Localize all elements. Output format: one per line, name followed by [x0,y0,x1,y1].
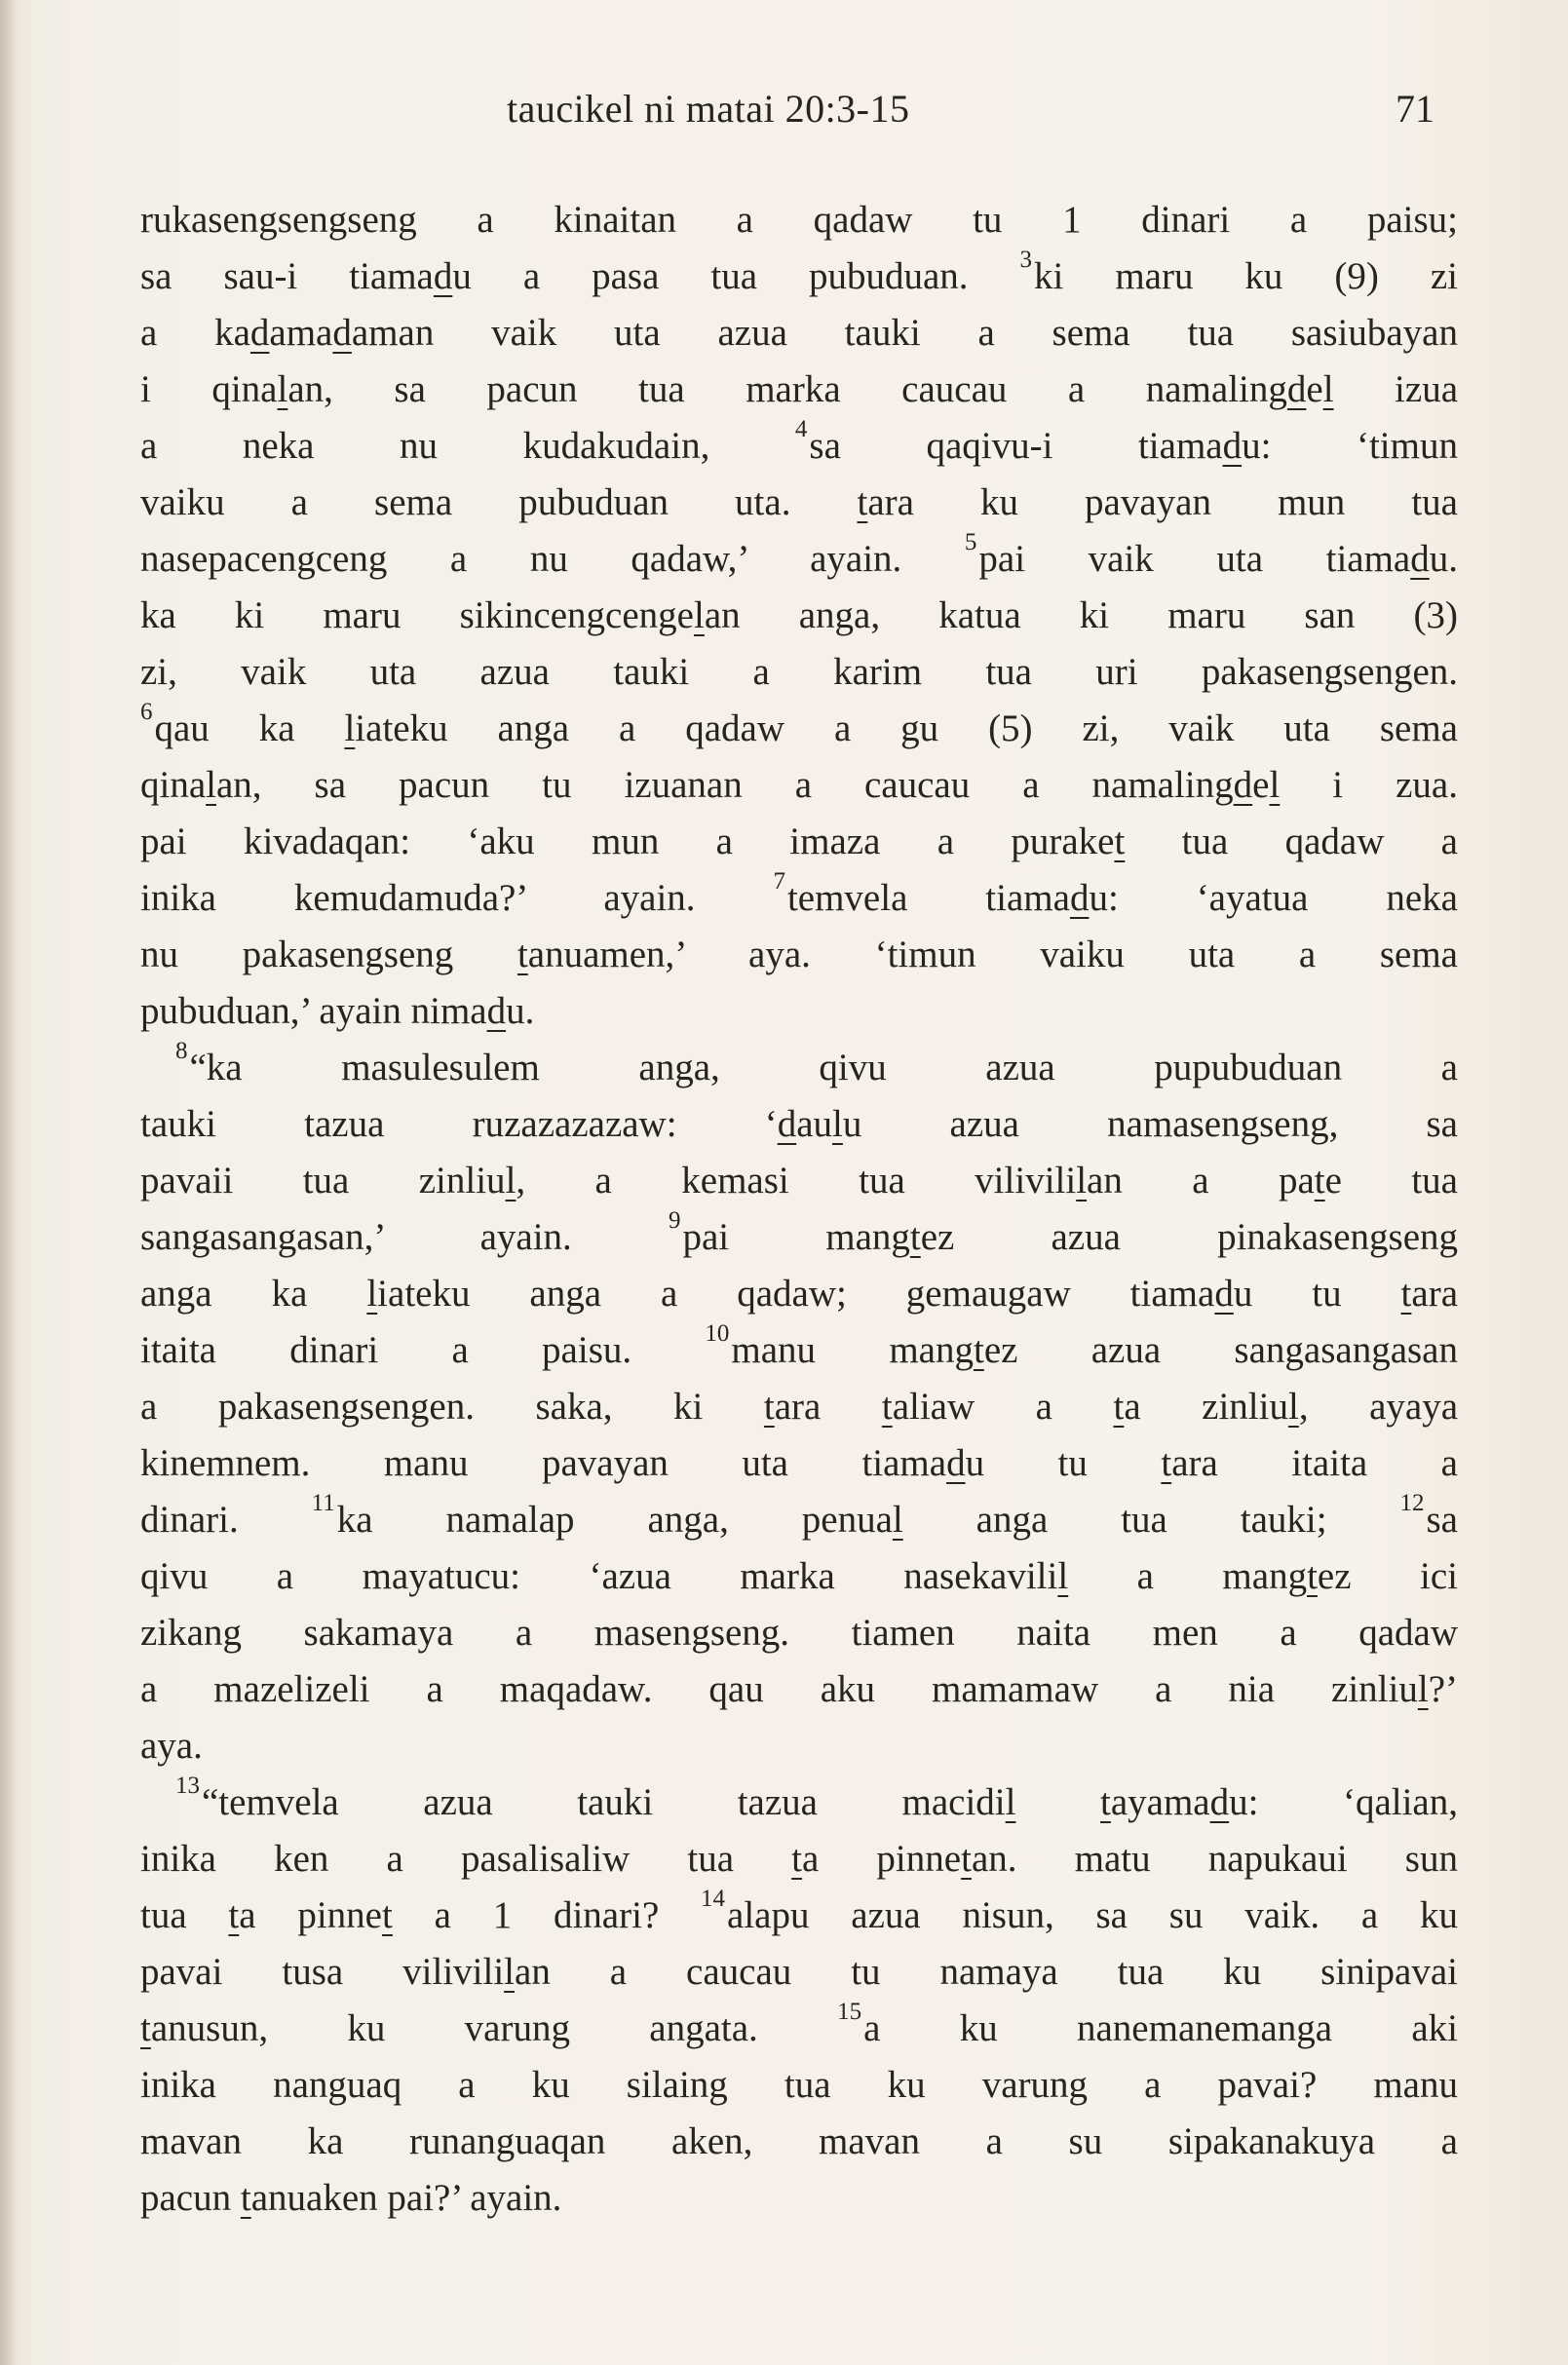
text-run: a pakasengsengen. saka, ki [140,1386,764,1428]
text-line [140,588,1458,644]
verse-number: 5 [964,529,977,555]
text-run: a mazelizeli a maqadaw. qau aku mamamaw a nia zinliu [140,1668,1418,1710]
text-line [140,1435,1458,1492]
text-run: u a pasa tua pubuduan. [452,255,1020,297]
verse-number: 10 [705,1320,730,1347]
text-run: a ku nanemanemanga aki [863,2007,1458,2049]
text-run: pubuduan,’ ayain nima [140,990,487,1032]
verse-number: 3 [1019,247,1033,273]
text-run: qina [140,764,207,806]
text-run: nasepacengceng a nu qadaw,’ ayain. [140,538,965,580]
text-run: aliaw a [892,1386,1114,1428]
text-run: ki maru ku (9) zi [1034,255,1458,297]
underlined-letter: t [382,1894,393,1936]
underlined-letter: t [1314,1160,1325,1202]
underlined-letter: l [277,368,288,410]
underlined-letter: l [206,764,216,806]
text-run: qivu a mayatucu: ‘azua marka nasekavili [140,1555,1058,1597]
text-line [140,1888,1458,1944]
text-run: ara [1411,1273,1458,1315]
text-run: u tu [965,1442,1162,1484]
text-run: inika kemudamuda?’ ayain. [140,877,774,919]
text-line [140,1322,1458,1379]
underlined-letter: d [486,990,507,1032]
underlined-letter: l [504,1951,516,1993]
scripture-text-block [140,192,1458,2227]
verse-number: 8 [175,1038,188,1064]
text-run: pai vaik uta tiama [978,538,1411,580]
text-run: ez azua pinakasengseng [920,1216,1459,1258]
text-run: nu pakasengseng [140,934,517,975]
text-line [140,1096,1458,1153]
text-run: iateku anga a qadaw a gu (5) zi, vaik uta sema [355,707,1458,749]
text-run: u. [506,990,535,1032]
text-run: a 1 dinari? [392,1894,702,1936]
underlined-letter: t [1100,1781,1111,1823]
text-run: itaita dinari a paisu. [140,1329,706,1371]
underlined-letter: d [433,255,453,297]
text-run: an a caucau tu namaya tua ku sinipavai [515,1951,1458,1993]
text-run: an, sa pacun tu izuanan a caucau a namaling [216,764,1234,806]
text-run [1015,1781,1100,1823]
underlined-letter: d [332,312,352,354]
text-run: “temvela azua tauki tazua macidi [202,1781,1006,1823]
text-run: u azua namasengseng, sa [842,1103,1458,1145]
text-line [140,983,1458,1040]
text-run: inika nanguaq a ku silaing tua ku varung a pavai? manu [140,2064,1458,2106]
text-line [140,757,1458,814]
underlined-letter: d [1286,368,1307,410]
text-line [140,2114,1458,2170]
page-header [0,86,1568,144]
verse-number: 6 [140,699,153,725]
text-line [140,814,1458,870]
verse-number: 4 [794,416,808,442]
text-run: u. [1429,538,1458,580]
text-run: ka ki maru sikincengcenge [140,594,694,636]
underlined-letter: d [249,312,270,354]
text-run: izua [1333,368,1458,410]
text-line [140,1153,1458,1209]
text-run: a zinliu [1124,1386,1288,1428]
text-run: zi, vaik uta azua tauki a karim tua uri pakasengsengen. [140,651,1458,693]
text-run: i zua. [1280,764,1458,806]
underlined-letter: t [763,1386,775,1428]
text-run: u: ‘ayatua neka [1089,877,1458,919]
text-run: a mang [1068,1555,1308,1597]
text-run: dinari. [140,1499,312,1541]
verse-number: 7 [773,868,785,895]
text-run: anga ka [140,1273,367,1315]
text-run: e [1252,764,1270,806]
underlined-letter: l [1287,1386,1299,1428]
verse-number: 15 [837,1999,862,2025]
underlined-letter: t [857,481,868,523]
text-run: sa qaqivu-i tiama [809,425,1223,467]
text-line [140,305,1458,362]
underlined-letter: t [516,934,528,975]
text-run: sangasangasan,’ ayain. [140,1216,669,1258]
text-line [140,531,1458,588]
underlined-letter: l [366,1273,378,1315]
underlined-letter: t [909,1216,921,1258]
text-run: zikang sakamaya a masengseng. tiamen naita men a qadaw [140,1612,1458,1654]
underlined-letter: d [1410,538,1430,580]
text-run: pai kivadaqan: ‘aku mun a imaza a purake [140,820,1115,862]
text-run: ez ici [1317,1555,1458,1597]
text-line [140,1548,1458,1605]
text-run: aman vaik uta azua tauki a sema tua sasiubayan [351,312,1458,354]
underlined-letter: l [892,1499,903,1541]
text-run: u: ‘timun [1242,425,1458,467]
text-line [140,362,1458,418]
text-run: an anga, katua ki maru san (3) [704,594,1458,636]
underlined-letter: t [973,1329,984,1371]
text-line [140,1718,1458,1774]
text-line [140,927,1458,983]
underlined-letter: l [693,594,705,636]
underlined-letter: l [832,1103,843,1145]
text-run: anusun, ku varung angata. [150,2007,838,2049]
underlined-letter: d [1069,877,1090,919]
text-line [140,2057,1458,2114]
text-run: e [1306,368,1323,410]
underlined-letter: d [1209,1781,1230,1823]
text-run: inika ken a pasalisaliw tua [140,1838,792,1880]
verse-number: 13 [175,1773,200,1799]
text-run: an, sa pacun tua marka caucau a namaling [287,368,1287,410]
underlined-letter: l [1322,368,1334,410]
text-line [140,1266,1458,1322]
underlined-letter: l [1269,764,1281,806]
underlined-letter: l [1076,1160,1088,1202]
text-run: sa sau-i tiama [140,255,434,297]
text-run: “ka masulesulem anga, qivu azua pupubuduan a [189,1047,1458,1088]
text-run: tua qadaw a [1125,820,1458,862]
text-run: vaiku a sema pubuduan uta. [140,481,858,523]
text-run: anuamen,’ aya. ‘timun vaiku uta a sema [527,934,1458,975]
text-run: rukasengsengseng a kinaitan a qadaw tu 1 dinari a paisu; [140,199,1458,241]
text-line [140,1661,1458,1718]
text-run: ?’ [1428,1668,1458,1710]
text-run: temvela tiama [786,877,1070,919]
verse-number: 11 [311,1490,335,1516]
underlined-letter: d [777,1103,797,1145]
text-run: ara [774,1386,882,1428]
underlined-letter: t [1113,1386,1125,1428]
text-run: qau ka [154,707,345,749]
underlined-letter: t [1161,1442,1172,1484]
text-run: tua [140,1894,229,1936]
text-run: aya. [140,1725,203,1767]
text-run: iateku anga a qadaw; gemaugaw tiama [377,1273,1215,1315]
underlined-letter: t [240,2177,251,2219]
underlined-letter: l [505,1160,516,1202]
underlined-letter: t [228,1894,240,1936]
underlined-letter: t [791,1838,802,1880]
text-line [140,870,1458,927]
text-line [140,418,1458,475]
underlined-letter: d [1233,764,1253,806]
text-line [140,2001,1458,2057]
text-line [140,1040,1458,1096]
text-run: alapu azua nisun, sa su vaik. a ku [727,1894,1458,1936]
underlined-letter: t [140,2007,151,2049]
underlined-letter: t [961,1838,972,1880]
text-run: an. matu napukaui sun [971,1838,1458,1880]
running-head: taucikel ni matai 20:3-15 [507,87,910,131]
spine-shadow [0,0,18,2365]
verse-number: 12 [1399,1490,1425,1516]
text-run: sa [1426,1499,1458,1541]
text-line [140,701,1458,757]
text-run: ara itaita a [1171,1442,1458,1484]
text-run: au [796,1103,833,1145]
text-run: , ayaya [1298,1386,1458,1428]
text-run: ayama [1110,1781,1210,1823]
verse-number: 9 [668,1207,681,1234]
text-run: ez azua sangasangasan [983,1329,1458,1371]
text-run: pavaii tua zinliu [140,1160,506,1202]
text-run: tauki tazua ruzazazazaw: ‘ [140,1103,778,1145]
text-run: u: ‘qalian, [1229,1781,1458,1823]
text-line [140,475,1458,531]
text-line [140,1209,1458,1266]
underlined-letter: t [1114,820,1126,862]
underlined-letter: d [946,1442,966,1484]
underlined-letter: l [344,707,356,749]
underlined-letter: d [1222,425,1243,467]
verse-number: 14 [701,1886,726,1912]
text-run: ka namalap anga, penua [336,1499,893,1541]
text-line [140,1944,1458,2001]
text-run: anga tua tauki; [902,1499,1400,1541]
text-line [140,1379,1458,1435]
text-run: a pinne [239,1894,382,1936]
text-line [140,248,1458,305]
page-number: 71 [1396,87,1434,131]
text-line [140,1605,1458,1661]
text-run: pai mang [682,1216,910,1258]
text-run: mavan ka runanguaqan aken, mavan a su sipakanakuya a [140,2120,1458,2162]
underlined-letter: t [881,1386,893,1428]
text-line [140,1492,1458,1548]
underlined-letter: d [1214,1273,1234,1315]
text-run: anuaken pai?’ ayain. [250,2177,562,2219]
text-line [140,1774,1458,1831]
underlined-letter: l [1417,1668,1429,1710]
text-run: manu mang [731,1329,974,1371]
underlined-letter: l [1005,1781,1016,1823]
text-line [140,2170,1458,2227]
text-run: a pinne [802,1838,962,1880]
text-line [140,192,1458,248]
underlined-letter: l [1057,1555,1069,1597]
text-run: a neka nu kudakudain, [140,425,795,467]
text-run: an a pa [1087,1160,1315,1202]
underlined-letter: t [1400,1273,1412,1315]
text-run: pavai tusa vilivili [140,1951,505,1993]
text-run: u tu [1233,1273,1401,1315]
text-run: i qina [140,368,278,410]
text-run: e tua [1324,1160,1458,1202]
text-line [140,1831,1458,1888]
underlined-letter: t [1307,1555,1318,1597]
text-run: ama [269,312,333,354]
text-run: ara ku pavayan mun tua [867,481,1458,523]
text-line [140,644,1458,701]
text-run: , a kemasi tua vilivili [516,1160,1077,1202]
text-run: pacun [140,2177,241,2219]
text-run: a ka [140,312,250,354]
text-run: kinemnem. manu pavayan uta tiama [140,1442,947,1484]
